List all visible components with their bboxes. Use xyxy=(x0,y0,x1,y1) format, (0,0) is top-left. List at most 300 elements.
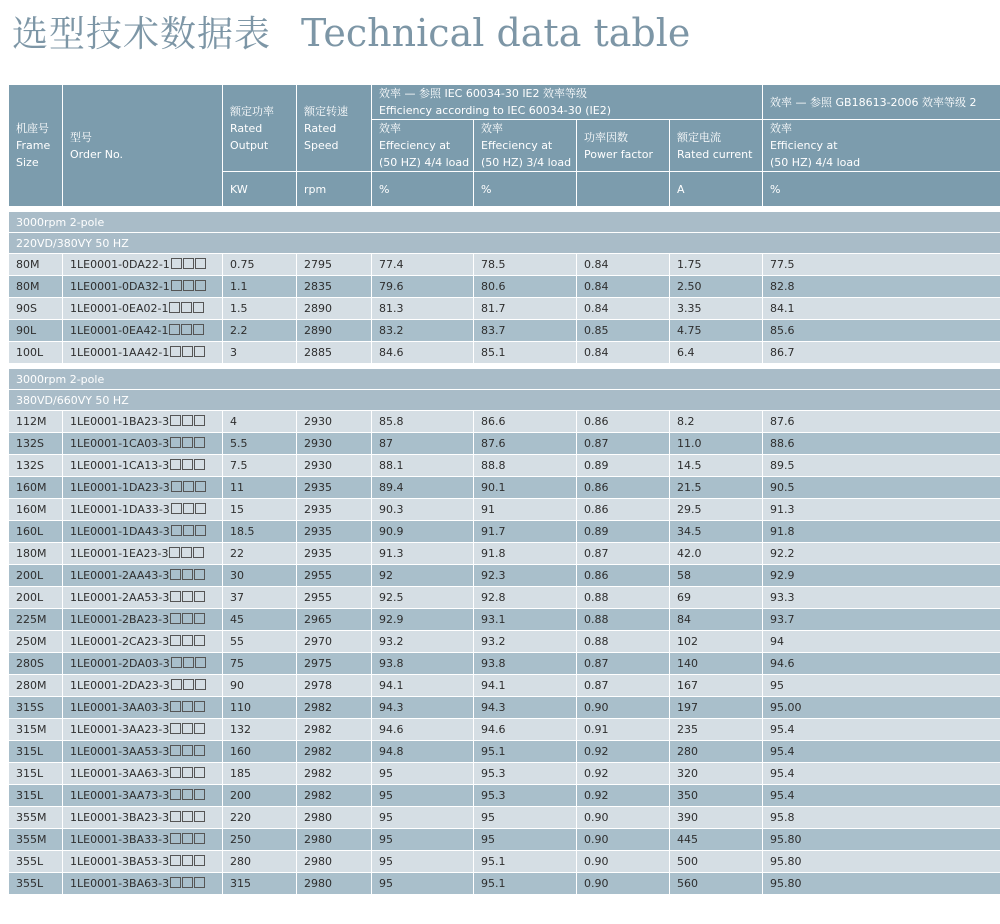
frame-size-value: 250M xyxy=(16,635,47,648)
cell-efficiency-three-quarter-load xyxy=(474,411,577,433)
frame-size-value: 112M xyxy=(16,415,47,428)
rated-speed-value: 2935 xyxy=(304,547,332,560)
table-row xyxy=(9,565,1000,587)
rated-current-value: 4.75 xyxy=(677,324,702,337)
cell-rated-output xyxy=(223,342,297,364)
cell-power-factor xyxy=(577,719,670,741)
cell-rated-speed xyxy=(297,254,372,276)
frame-size-value: 180M xyxy=(16,547,47,560)
rated-output-value: 200 xyxy=(230,789,251,802)
power-factor-value: 0.89 xyxy=(584,525,609,538)
table-row xyxy=(9,587,1000,609)
order-no-value: 1LE0001-3AA23-3 xyxy=(70,722,170,736)
option-code-boxes-icon xyxy=(171,258,207,272)
cell-rated-current xyxy=(670,411,763,433)
cell-frame-size xyxy=(9,411,63,433)
table-row xyxy=(9,276,1000,298)
cell-gb-efficiency xyxy=(763,631,1000,653)
cell-gb-efficiency xyxy=(763,609,1000,631)
cell-order-no xyxy=(63,455,223,477)
cell-efficiency-three-quarter-load xyxy=(474,342,577,364)
rated-speed-value: 2890 xyxy=(304,324,332,337)
rated-output-value: 37 xyxy=(230,591,244,604)
gb-efficiency-value: 94 xyxy=(770,635,785,648)
cell-order-no xyxy=(63,719,223,741)
cell-efficiency-full-load xyxy=(372,455,474,477)
efficiency-three-quarter-load-value: 95 xyxy=(481,811,495,824)
efficiency-three-quarter-load-value: 90.1 xyxy=(481,481,506,494)
cell-gb-efficiency xyxy=(763,477,1000,499)
rated-current-value: 58 xyxy=(677,569,691,582)
rated-output-value: 2.2 xyxy=(230,324,248,337)
efficiency-three-quarter-load-value: 95.1 xyxy=(481,877,506,890)
efficiency-three-quarter-load-value: 92.3 xyxy=(481,569,506,582)
cell-rated-output xyxy=(223,829,297,851)
power-factor-value: 0.90 xyxy=(584,855,609,868)
cell-efficiency-full-load xyxy=(372,829,474,851)
efficiency-full-load-value: 93.2 xyxy=(379,635,404,648)
cell-power-factor xyxy=(577,653,670,675)
table-row xyxy=(9,342,1000,364)
efficiency-full-load-value: 91.3 xyxy=(379,547,404,560)
section-voltage-label: 380VD/660VY 50 HZ xyxy=(9,390,1000,411)
option-code-boxes-icon xyxy=(170,459,206,473)
rated-output-value: 11 xyxy=(230,481,244,494)
rated-speed-value: 2982 xyxy=(304,745,332,758)
efficiency-three-quarter-load-value: 86.6 xyxy=(481,415,506,428)
frame-size-value: 200L xyxy=(16,569,44,582)
order-no-value: 1LE0001-1EA23-3 xyxy=(70,546,169,560)
cell-efficiency-full-load xyxy=(372,697,474,719)
cell-efficiency-three-quarter-load xyxy=(474,829,577,851)
option-code-boxes-icon xyxy=(171,657,207,671)
cell-order-no xyxy=(63,543,223,565)
cell-efficiency-three-quarter-load xyxy=(474,873,577,895)
order-no-value: 1LE0001-1DA43-3 xyxy=(70,524,170,538)
option-code-boxes-icon xyxy=(170,789,206,803)
option-code-boxes-icon xyxy=(170,877,206,891)
cell-rated-speed xyxy=(297,499,372,521)
power-factor-value: 0.84 xyxy=(584,302,609,315)
header-frame-size: 机座号 Frame Size xyxy=(9,85,63,207)
power-factor-value: 0.87 xyxy=(584,679,609,692)
cell-efficiency-full-load xyxy=(372,785,474,807)
cell-rated-speed xyxy=(297,653,372,675)
cell-efficiency-three-quarter-load xyxy=(474,653,577,675)
cell-rated-speed xyxy=(297,785,372,807)
cell-order-no xyxy=(63,653,223,675)
cell-frame-size xyxy=(9,829,63,851)
rated-speed-value: 2965 xyxy=(304,613,332,626)
efficiency-three-quarter-load-value: 85.1 xyxy=(481,346,506,359)
table-row xyxy=(9,675,1000,697)
order-no-value: 1LE0001-2BA23-3 xyxy=(70,612,170,626)
frame-size-value: 160M xyxy=(16,481,47,494)
order-no-value: 1LE0001-1DA23-3 xyxy=(70,480,170,494)
cell-order-no xyxy=(63,785,223,807)
cell-rated-current xyxy=(670,565,763,587)
efficiency-three-quarter-load-value: 94.3 xyxy=(481,701,506,714)
cell-rated-output xyxy=(223,851,297,873)
option-code-boxes-icon xyxy=(169,324,205,338)
rated-current-value: 235 xyxy=(677,723,698,736)
page-title-chinese: 选型技术数据表 xyxy=(12,14,272,55)
header-order-no: 型号 Order No. xyxy=(63,85,223,207)
unit-gb-eff: % xyxy=(763,172,1000,207)
cell-power-factor xyxy=(577,477,670,499)
table-row xyxy=(9,411,1000,433)
cell-power-factor xyxy=(577,829,670,851)
gb-efficiency-value: 91.8 xyxy=(770,525,795,538)
cell-rated-speed xyxy=(297,675,372,697)
gb-efficiency-value: 95.4 xyxy=(770,789,795,802)
power-factor-value: 0.87 xyxy=(584,437,609,450)
rated-current-value: 350 xyxy=(677,789,698,802)
cell-efficiency-three-quarter-load xyxy=(474,807,577,829)
efficiency-three-quarter-load-value: 80.6 xyxy=(481,280,506,293)
power-factor-value: 0.86 xyxy=(584,481,609,494)
cell-rated-output xyxy=(223,543,297,565)
cell-gb-efficiency xyxy=(763,455,1000,477)
frame-size-value: 315S xyxy=(16,701,44,714)
cell-rated-output xyxy=(223,675,297,697)
power-factor-value: 0.88 xyxy=(584,591,609,604)
cell-efficiency-full-load xyxy=(372,477,474,499)
cell-efficiency-full-load xyxy=(372,807,474,829)
cell-order-no xyxy=(63,276,223,298)
cell-gb-efficiency xyxy=(763,763,1000,785)
order-no-value: 1LE0001-3AA63-3 xyxy=(70,766,170,780)
rated-current-value: 445 xyxy=(677,833,698,846)
efficiency-three-quarter-load-value: 87.6 xyxy=(481,437,506,450)
order-no-value: 1LE0001-1AA42-1 xyxy=(70,345,170,359)
cell-efficiency-full-load xyxy=(372,254,474,276)
cell-rated-output xyxy=(223,499,297,521)
cell-rated-speed xyxy=(297,298,372,320)
cell-efficiency-three-quarter-load xyxy=(474,477,577,499)
cell-efficiency-full-load xyxy=(372,653,474,675)
efficiency-full-load-value: 92.5 xyxy=(379,591,404,604)
cell-efficiency-full-load xyxy=(372,411,474,433)
cell-frame-size xyxy=(9,807,63,829)
rated-output-value: 3 xyxy=(230,346,237,359)
cell-power-factor xyxy=(577,298,670,320)
cell-efficiency-three-quarter-load xyxy=(474,455,577,477)
table-row xyxy=(9,851,1000,873)
order-no-value: 1LE0001-0DA22-1 xyxy=(70,257,170,271)
efficiency-full-load-value: 79.6 xyxy=(379,280,404,293)
cell-frame-size xyxy=(9,741,63,763)
cell-power-factor xyxy=(577,873,670,895)
rated-speed-value: 2930 xyxy=(304,459,332,472)
cell-rated-current xyxy=(670,609,763,631)
power-factor-value: 0.87 xyxy=(584,547,609,560)
efficiency-full-load-value: 95 xyxy=(379,855,393,868)
rated-current-value: 1.75 xyxy=(677,258,702,271)
cell-rated-output xyxy=(223,719,297,741)
frame-size-value: 355L xyxy=(16,877,44,890)
option-code-boxes-icon xyxy=(170,569,206,583)
cell-efficiency-three-quarter-load xyxy=(474,565,577,587)
rated-speed-value: 2930 xyxy=(304,415,332,428)
rated-speed-value: 2982 xyxy=(304,723,332,736)
option-code-boxes-icon xyxy=(170,346,206,360)
power-factor-value: 0.92 xyxy=(584,745,609,758)
cell-rated-output xyxy=(223,411,297,433)
efficiency-full-load-value: 95 xyxy=(379,811,393,824)
cell-rated-output xyxy=(223,653,297,675)
cell-rated-current xyxy=(670,763,763,785)
header-efficiency-three-quarter-load: 效率 Effeciency at (50 HZ) 3/4 load xyxy=(474,120,577,172)
efficiency-full-load-value: 94.6 xyxy=(379,723,404,736)
cell-efficiency-three-quarter-load xyxy=(474,675,577,697)
gb-efficiency-value: 89.5 xyxy=(770,459,795,472)
cell-gb-efficiency xyxy=(763,719,1000,741)
gb-efficiency-value: 95.8 xyxy=(770,811,795,824)
gb-efficiency-value: 95.80 xyxy=(770,855,802,868)
power-factor-value: 0.89 xyxy=(584,459,609,472)
table-row xyxy=(9,785,1000,807)
cell-rated-output xyxy=(223,785,297,807)
cell-frame-size xyxy=(9,254,63,276)
cell-gb-efficiency xyxy=(763,254,1000,276)
cell-efficiency-three-quarter-load xyxy=(474,631,577,653)
rated-output-value: 1.5 xyxy=(230,302,248,315)
gb-efficiency-value: 95.80 xyxy=(770,833,802,846)
efficiency-three-quarter-load-value: 88.8 xyxy=(481,459,506,472)
cell-rated-output xyxy=(223,873,297,895)
cell-power-factor xyxy=(577,697,670,719)
cell-power-factor xyxy=(577,411,670,433)
rated-current-value: 102 xyxy=(677,635,698,648)
cell-efficiency-full-load xyxy=(372,433,474,455)
cell-rated-speed xyxy=(297,276,372,298)
efficiency-full-load-value: 85.8 xyxy=(379,415,404,428)
cell-gb-efficiency xyxy=(763,587,1000,609)
cell-efficiency-full-load xyxy=(372,521,474,543)
rated-speed-value: 2980 xyxy=(304,855,332,868)
cell-power-factor xyxy=(577,320,670,342)
cell-gb-efficiency xyxy=(763,697,1000,719)
rated-current-value: 3.35 xyxy=(677,302,702,315)
cell-frame-size xyxy=(9,320,63,342)
cell-efficiency-three-quarter-load xyxy=(474,499,577,521)
header-rated-current: 额定电流 Rated current xyxy=(670,120,763,172)
cell-rated-speed xyxy=(297,829,372,851)
rated-output-value: 55 xyxy=(230,635,244,648)
cell-order-no xyxy=(63,851,223,873)
table-row xyxy=(9,609,1000,631)
power-factor-value: 0.86 xyxy=(584,415,609,428)
rated-current-value: 69 xyxy=(677,591,691,604)
cell-order-no xyxy=(63,320,223,342)
efficiency-full-load-value: 95 xyxy=(379,789,393,802)
cell-rated-current xyxy=(670,873,763,895)
unit-eff34: % xyxy=(474,172,577,207)
rated-output-value: 0.75 xyxy=(230,258,255,271)
efficiency-three-quarter-load-value: 91.7 xyxy=(481,525,506,538)
rated-output-value: 18.5 xyxy=(230,525,255,538)
rated-current-value: 14.5 xyxy=(677,459,702,472)
cell-rated-output xyxy=(223,697,297,719)
cell-power-factor xyxy=(577,807,670,829)
power-factor-value: 0.92 xyxy=(584,789,609,802)
header-gb-efficiency-group: 效率 — 参照 GB18613-2006 效率等级 2 xyxy=(763,85,1000,120)
cell-rated-current xyxy=(670,697,763,719)
frame-size-value: 355M xyxy=(16,833,47,846)
option-code-boxes-icon xyxy=(170,415,206,429)
unit-power-factor xyxy=(577,172,670,207)
order-no-value: 1LE0001-3BA53-3 xyxy=(70,854,170,868)
cell-power-factor xyxy=(577,741,670,763)
cell-frame-size xyxy=(9,631,63,653)
table-row xyxy=(9,477,1000,499)
efficiency-three-quarter-load-value: 94.6 xyxy=(481,723,506,736)
cell-efficiency-full-load xyxy=(372,631,474,653)
rated-current-value: 280 xyxy=(677,745,698,758)
rated-current-value: 42.0 xyxy=(677,547,702,560)
frame-size-value: 80M xyxy=(16,280,40,293)
cell-rated-output xyxy=(223,631,297,653)
rated-current-value: 320 xyxy=(677,767,698,780)
frame-size-value: 355M xyxy=(16,811,47,824)
efficiency-full-load-value: 88.1 xyxy=(379,459,404,472)
unit-current: A xyxy=(670,172,763,207)
frame-size-value: 100L xyxy=(16,346,44,359)
cell-order-no xyxy=(63,342,223,364)
gb-efficiency-value: 82.8 xyxy=(770,280,795,293)
gb-efficiency-value: 94.6 xyxy=(770,657,795,670)
rated-current-value: 34.5 xyxy=(677,525,702,538)
header-efficiency-full-load: 效率 Effeciency at (50 HZ) 4/4 load xyxy=(372,120,474,172)
cell-power-factor xyxy=(577,851,670,873)
rated-speed-value: 2930 xyxy=(304,437,332,450)
frame-size-value: 160L xyxy=(16,525,44,538)
cell-gb-efficiency xyxy=(763,829,1000,851)
cell-rated-current xyxy=(670,631,763,653)
cell-order-no xyxy=(63,697,223,719)
efficiency-three-quarter-load-value: 91 xyxy=(481,503,495,516)
table-body xyxy=(9,207,1000,895)
rated-speed-value: 2935 xyxy=(304,503,332,516)
cell-gb-efficiency xyxy=(763,411,1000,433)
cell-rated-current xyxy=(670,807,763,829)
efficiency-three-quarter-load-value: 81.7 xyxy=(481,302,506,315)
rated-output-value: 160 xyxy=(230,745,251,758)
rated-speed-value: 2980 xyxy=(304,833,332,846)
gb-efficiency-value: 95.00 xyxy=(770,701,802,714)
gb-efficiency-value: 85.6 xyxy=(770,324,795,337)
efficiency-full-load-value: 94.3 xyxy=(379,701,404,714)
rated-speed-value: 2970 xyxy=(304,635,332,648)
section-pole-label: 3000rpm 2-pole xyxy=(9,369,1000,390)
cell-rated-current xyxy=(670,741,763,763)
cell-rated-output xyxy=(223,320,297,342)
cell-gb-efficiency xyxy=(763,342,1000,364)
cell-rated-speed xyxy=(297,565,372,587)
cell-frame-size xyxy=(9,276,63,298)
cell-rated-speed xyxy=(297,433,372,455)
rated-output-value: 45 xyxy=(230,613,244,626)
page-title-english: Technical data table xyxy=(301,11,691,55)
efficiency-three-quarter-load-value: 92.8 xyxy=(481,591,506,604)
gb-efficiency-value: 95.4 xyxy=(770,745,795,758)
efficiency-full-load-value: 84.6 xyxy=(379,346,404,359)
gb-efficiency-value: 88.6 xyxy=(770,437,795,450)
frame-size-value: 280M xyxy=(16,679,47,692)
cell-order-no xyxy=(63,477,223,499)
rated-output-value: 220 xyxy=(230,811,251,824)
rated-output-value: 185 xyxy=(230,767,251,780)
option-code-boxes-icon xyxy=(170,591,206,605)
cell-power-factor xyxy=(577,675,670,697)
header-rated-output: 额定功率 Rated Output xyxy=(223,85,297,172)
cell-power-factor xyxy=(577,342,670,364)
cell-efficiency-full-load xyxy=(372,873,474,895)
rated-speed-value: 2955 xyxy=(304,591,332,604)
frame-size-value: 90S xyxy=(16,302,37,315)
efficiency-full-load-value: 90.9 xyxy=(379,525,404,538)
option-code-boxes-icon xyxy=(170,745,206,759)
cell-rated-speed xyxy=(297,320,372,342)
power-factor-value: 0.84 xyxy=(584,258,609,271)
gb-efficiency-value: 93.3 xyxy=(770,591,795,604)
option-code-boxes-icon xyxy=(170,767,206,781)
cell-power-factor xyxy=(577,631,670,653)
cell-rated-current xyxy=(670,521,763,543)
rated-output-value: 15 xyxy=(230,503,244,516)
frame-size-value: 90L xyxy=(16,324,37,337)
frame-size-value: 132S xyxy=(16,459,44,472)
cell-rated-output xyxy=(223,741,297,763)
rated-speed-value: 2975 xyxy=(304,657,332,670)
cell-efficiency-full-load xyxy=(372,587,474,609)
cell-power-factor xyxy=(577,543,670,565)
cell-rated-speed xyxy=(297,631,372,653)
cell-efficiency-full-load xyxy=(372,763,474,785)
cell-frame-size xyxy=(9,298,63,320)
cell-rated-output xyxy=(223,763,297,785)
cell-power-factor xyxy=(577,521,670,543)
cell-rated-speed xyxy=(297,763,372,785)
cell-efficiency-three-quarter-load xyxy=(474,521,577,543)
page-header xyxy=(12,6,690,66)
cell-order-no xyxy=(63,675,223,697)
efficiency-full-load-value: 87 xyxy=(379,437,393,450)
power-factor-value: 0.91 xyxy=(584,723,609,736)
cell-gb-efficiency xyxy=(763,675,1000,697)
efficiency-three-quarter-load-value: 95.1 xyxy=(481,855,506,868)
cell-gb-efficiency xyxy=(763,320,1000,342)
table-row xyxy=(9,763,1000,785)
efficiency-three-quarter-load-value: 95.3 xyxy=(481,767,506,780)
option-code-boxes-icon xyxy=(170,811,206,825)
gb-efficiency-value: 91.3 xyxy=(770,503,795,516)
cell-efficiency-full-load xyxy=(372,565,474,587)
cell-order-no xyxy=(63,873,223,895)
cell-rated-speed xyxy=(297,455,372,477)
cell-rated-output xyxy=(223,565,297,587)
cell-rated-speed xyxy=(297,851,372,873)
gb-efficiency-value: 95.4 xyxy=(770,723,795,736)
frame-size-value: 132S xyxy=(16,437,44,450)
rated-speed-value: 2982 xyxy=(304,701,332,714)
rated-output-value: 7.5 xyxy=(230,459,248,472)
frame-size-value: 280S xyxy=(16,657,44,670)
efficiency-three-quarter-load-value: 95.3 xyxy=(481,789,506,802)
table-row xyxy=(9,254,1000,276)
power-factor-value: 0.85 xyxy=(584,324,609,337)
